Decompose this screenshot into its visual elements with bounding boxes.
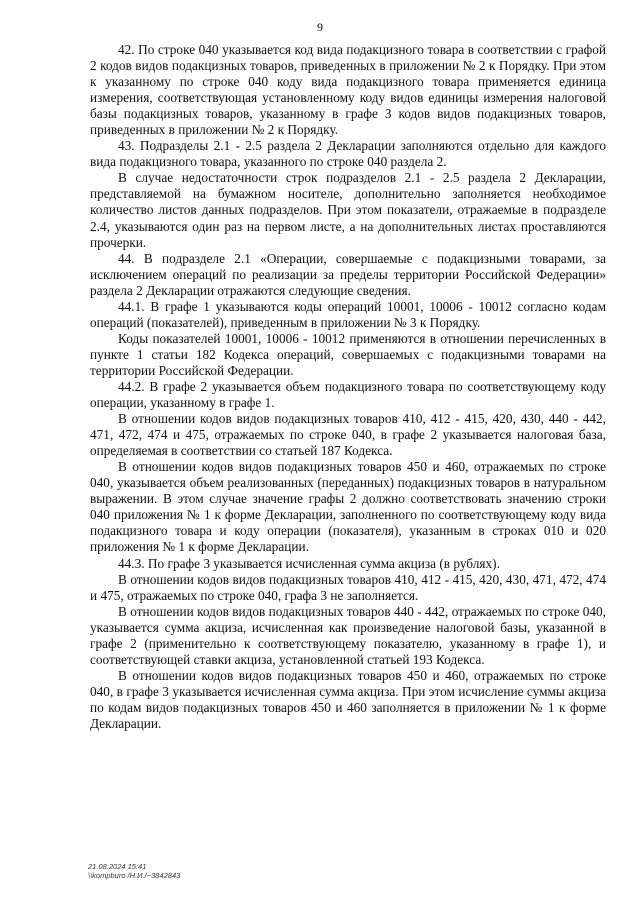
paragraph-44-2: 44.2. В графе 2 указывается объем подакцизного товара по соответствующему коду операции, указанному в графе 1. [90, 378, 606, 411]
paragraph-43-continued: В случае недостаточности строк подразделов 2.1 - 2.5 раздела 2 Декларации, представляемой на бумажном носителе, дополнительно заполняется необходимое количество листов данных подразделов. При этом показатели, отражаемые в подразделе 2.4, указываются один раз на первом листе, а на дополнительных листах проставляются прочерки. [90, 170, 606, 250]
print-footer [88, 862, 180, 880]
paragraph-44-3-continued: В отношении кодов видов подакцизных товаров 410, 412 - 415, 420, 430, 471, 472, 474 и 475, отражаемых по строке 040, графа 3 не заполняется. [90, 571, 606, 603]
document-body [90, 42, 606, 732]
paragraph-42: 42. По строке 040 указывается код вида подакцизного товара в соответствии с графой 2 кодов видов подакцизных товаров, приведенных в приложении № 2 к Порядку. При этом к указанному по строке 040 коду вида подакцизного товара применяется единица измерения, соответствующая установленному коду видов единицы измерения налоговой базы подакцизных товаров, указанному в графе 3 кодов видов подакцизных товаров, приведенных в приложении № 2 к Порядку. [90, 42, 606, 138]
paragraph-43: 43. Подразделы 2.1 - 2.5 раздела 2 Декларации заполняются отдельно для каждого вида подакцизного товара, указанного по строке 040 раздела 2. [90, 138, 606, 170]
footer-timestamp: 21.08.2024 15:41 [88, 862, 147, 871]
paragraph-44-1-continued: Коды показателей 10001, 10006 - 10012 применяются в отношении перечисленных в пункте 1 статьи 182 Кодекса операций, совершаемых с подакцизными товарами на территории Российской Федерации. [90, 330, 606, 378]
paragraph-44-3: 44.3. По графе 3 указывается исчисленная сумма акциза (в рублях). [118, 555, 500, 571]
paragraph-44-2-continued: В отношении кодов видов подакцизных товаров 450 и 460, отражаемых по строке 040, указывается объем реализованных (переданных) подакцизных товаров в натуральном выражении. В этом случае значение графы 2 должно соответствовать значению строки 040 приложения № 1 к форме Декларации, заполненного по соответствующему коду вида подакцизного товара и коду операции (показателя), указанным в строках 010 и 020 приложения № 1 к форме Декларации. [90, 459, 606, 555]
footer-doc-ref: \\kompburo /Н.И./~3842843 [88, 871, 181, 880]
paragraph-44-1: 44.1. В графе 1 указываются коды операций 10001, 10006 - 10012 согласно кодам операций (показателей), приведенным в приложении № 3 к Порядку. [90, 298, 606, 330]
paragraph-44-2-continued: В отношении кодов видов подакцизных товаров 410, 412 - 415, 420, 430, 440 - 442, 471, 472, 474 и 475, отражаемых по строке 040, в графе 2 указывается налоговая база, определяемая в соответствии со статьей 187 Кодекса. [90, 411, 606, 459]
paragraph-44: 44. В подразделе 2.1 «Операции, совершаемые с подакцизными товарами, за исключением операций по реализации за пределы территории Российской Федерации» раздела 2 Декларации отражаются следующие сведения. [90, 250, 606, 298]
paragraph-44-3-continued: В отношении кодов видов подакцизных товаров 450 и 460, отражаемых по строке 040, в графе 3 указывается исчисленная сумма акциза. При этом исчисление суммы акциза по кодам видов подакцизных товаров 450 и 460 заполняется в приложении № 1 к форме Декларации. [90, 667, 606, 731]
paragraph-44-3-continued: В отношении кодов видов подакцизных товаров 440 - 442, отражаемых по строке 040, указывается сумма акциза, исчисленная как произведение налоговой базы, указанной в графе 2 (применительно к соответствующему показателю, указанному в графе 1), и соответствующей ставки акциза, установленной статьей 193 Кодекса. [90, 603, 606, 667]
page-number: 9 [317, 20, 323, 34]
